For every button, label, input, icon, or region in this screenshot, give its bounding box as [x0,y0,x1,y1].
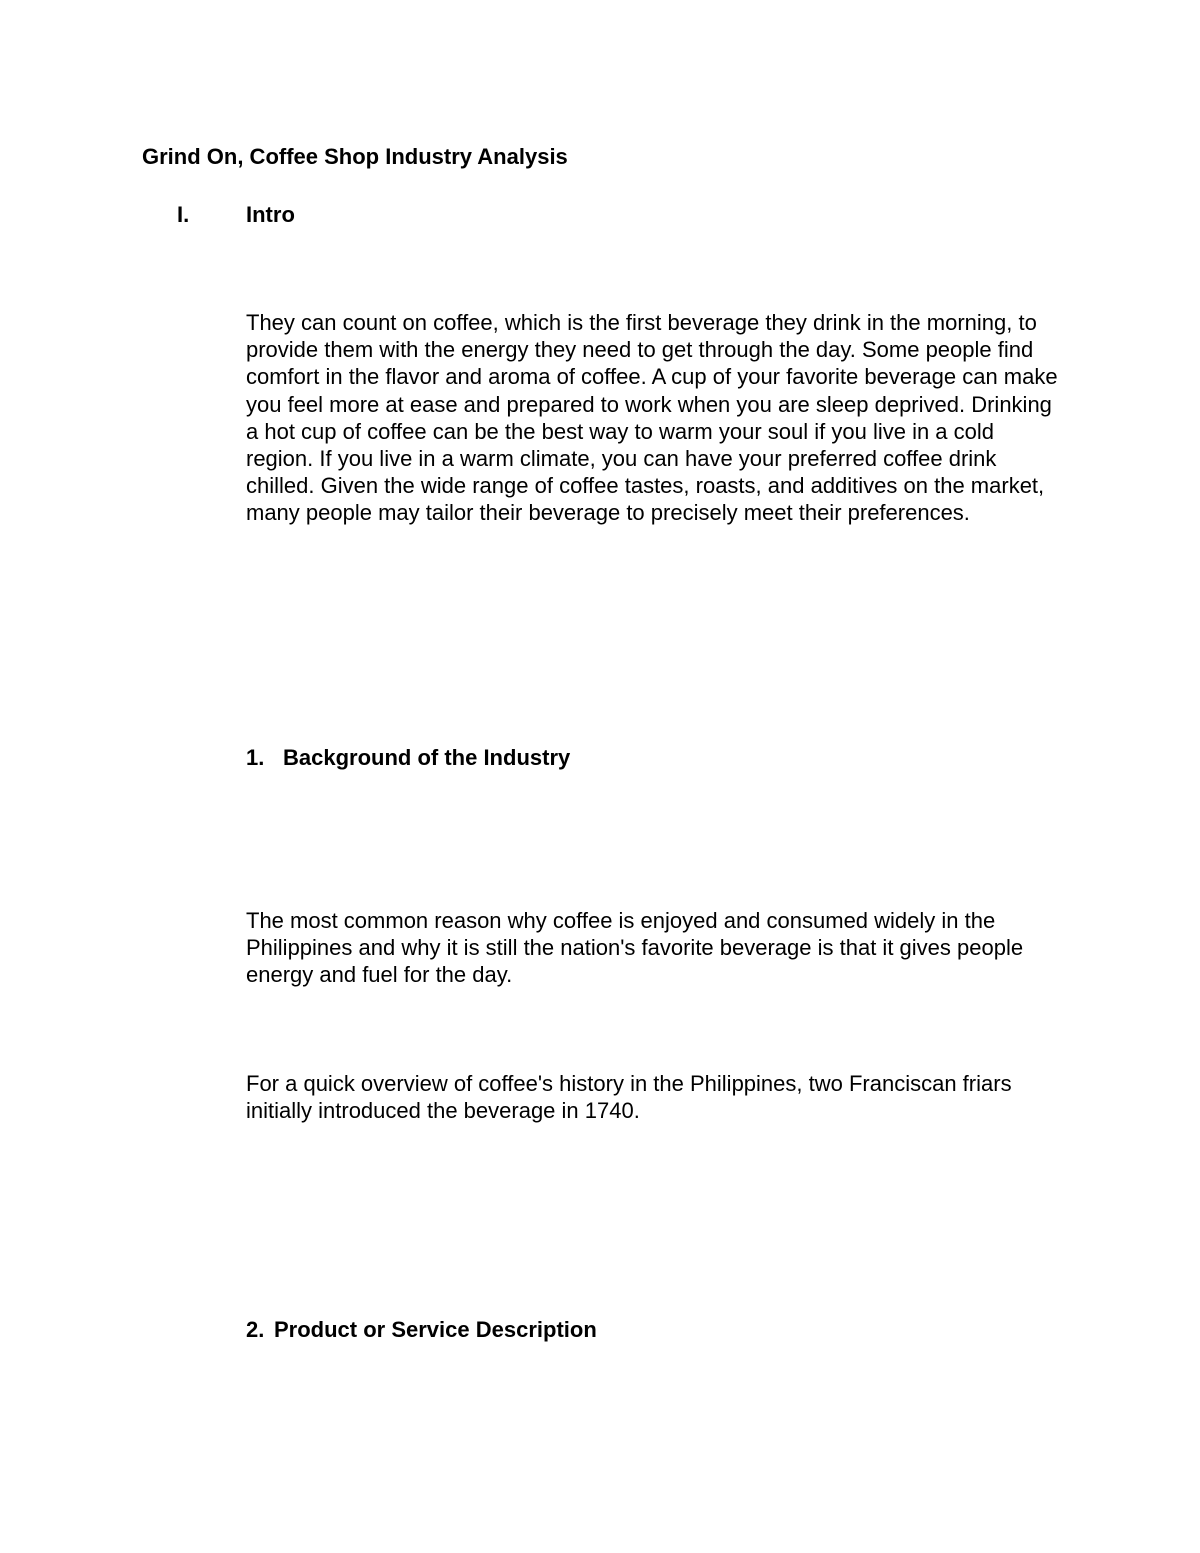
background-section-heading-row [246,744,570,771]
intro-paragraph: They can count on coffee, which is the first beverage they drink in the morning, to provide them with the energy they need to get through the day. Some people find comfort in the flavor and aroma of coffee. A cup of your favorite beverage can make you feel more at ease and prepared to work when you are sleep deprived. Drinking a hot cup of coffee can be the best way to warm your soul if you live in a cold region. If you live in a warm climate, you can have your preferred coffee drink chilled. Given the wide range of coffee tastes, roasts, and additives on the market, many people may tailor their beverage to precisely meet their preferences. [246,310,1058,526]
background-section-heading: Background of the Industry [283,745,571,770]
product-section-heading: Product or Service Description [274,1317,597,1342]
document-title: Grind On, Coffee Shop Industry Analysis [142,144,568,169]
intro-section-heading: Intro [246,202,295,227]
background-section-marker: 1. [246,745,265,770]
background-paragraph-2: For a quick overview of coffee's history in the Philippines, two Franciscan friars initially introduced the beverage in 1740. [246,1071,1012,1124]
product-section-heading-row [246,1316,597,1343]
product-section-marker: 2. [246,1317,265,1342]
background-paragraph-1: The most common reason why coffee is enjoyed and consumed widely in the Philippines and why it is still the nation's favorite beverage is that it gives people energy and fuel for the day. [246,908,1024,988]
intro-section-marker: I. [177,202,190,227]
